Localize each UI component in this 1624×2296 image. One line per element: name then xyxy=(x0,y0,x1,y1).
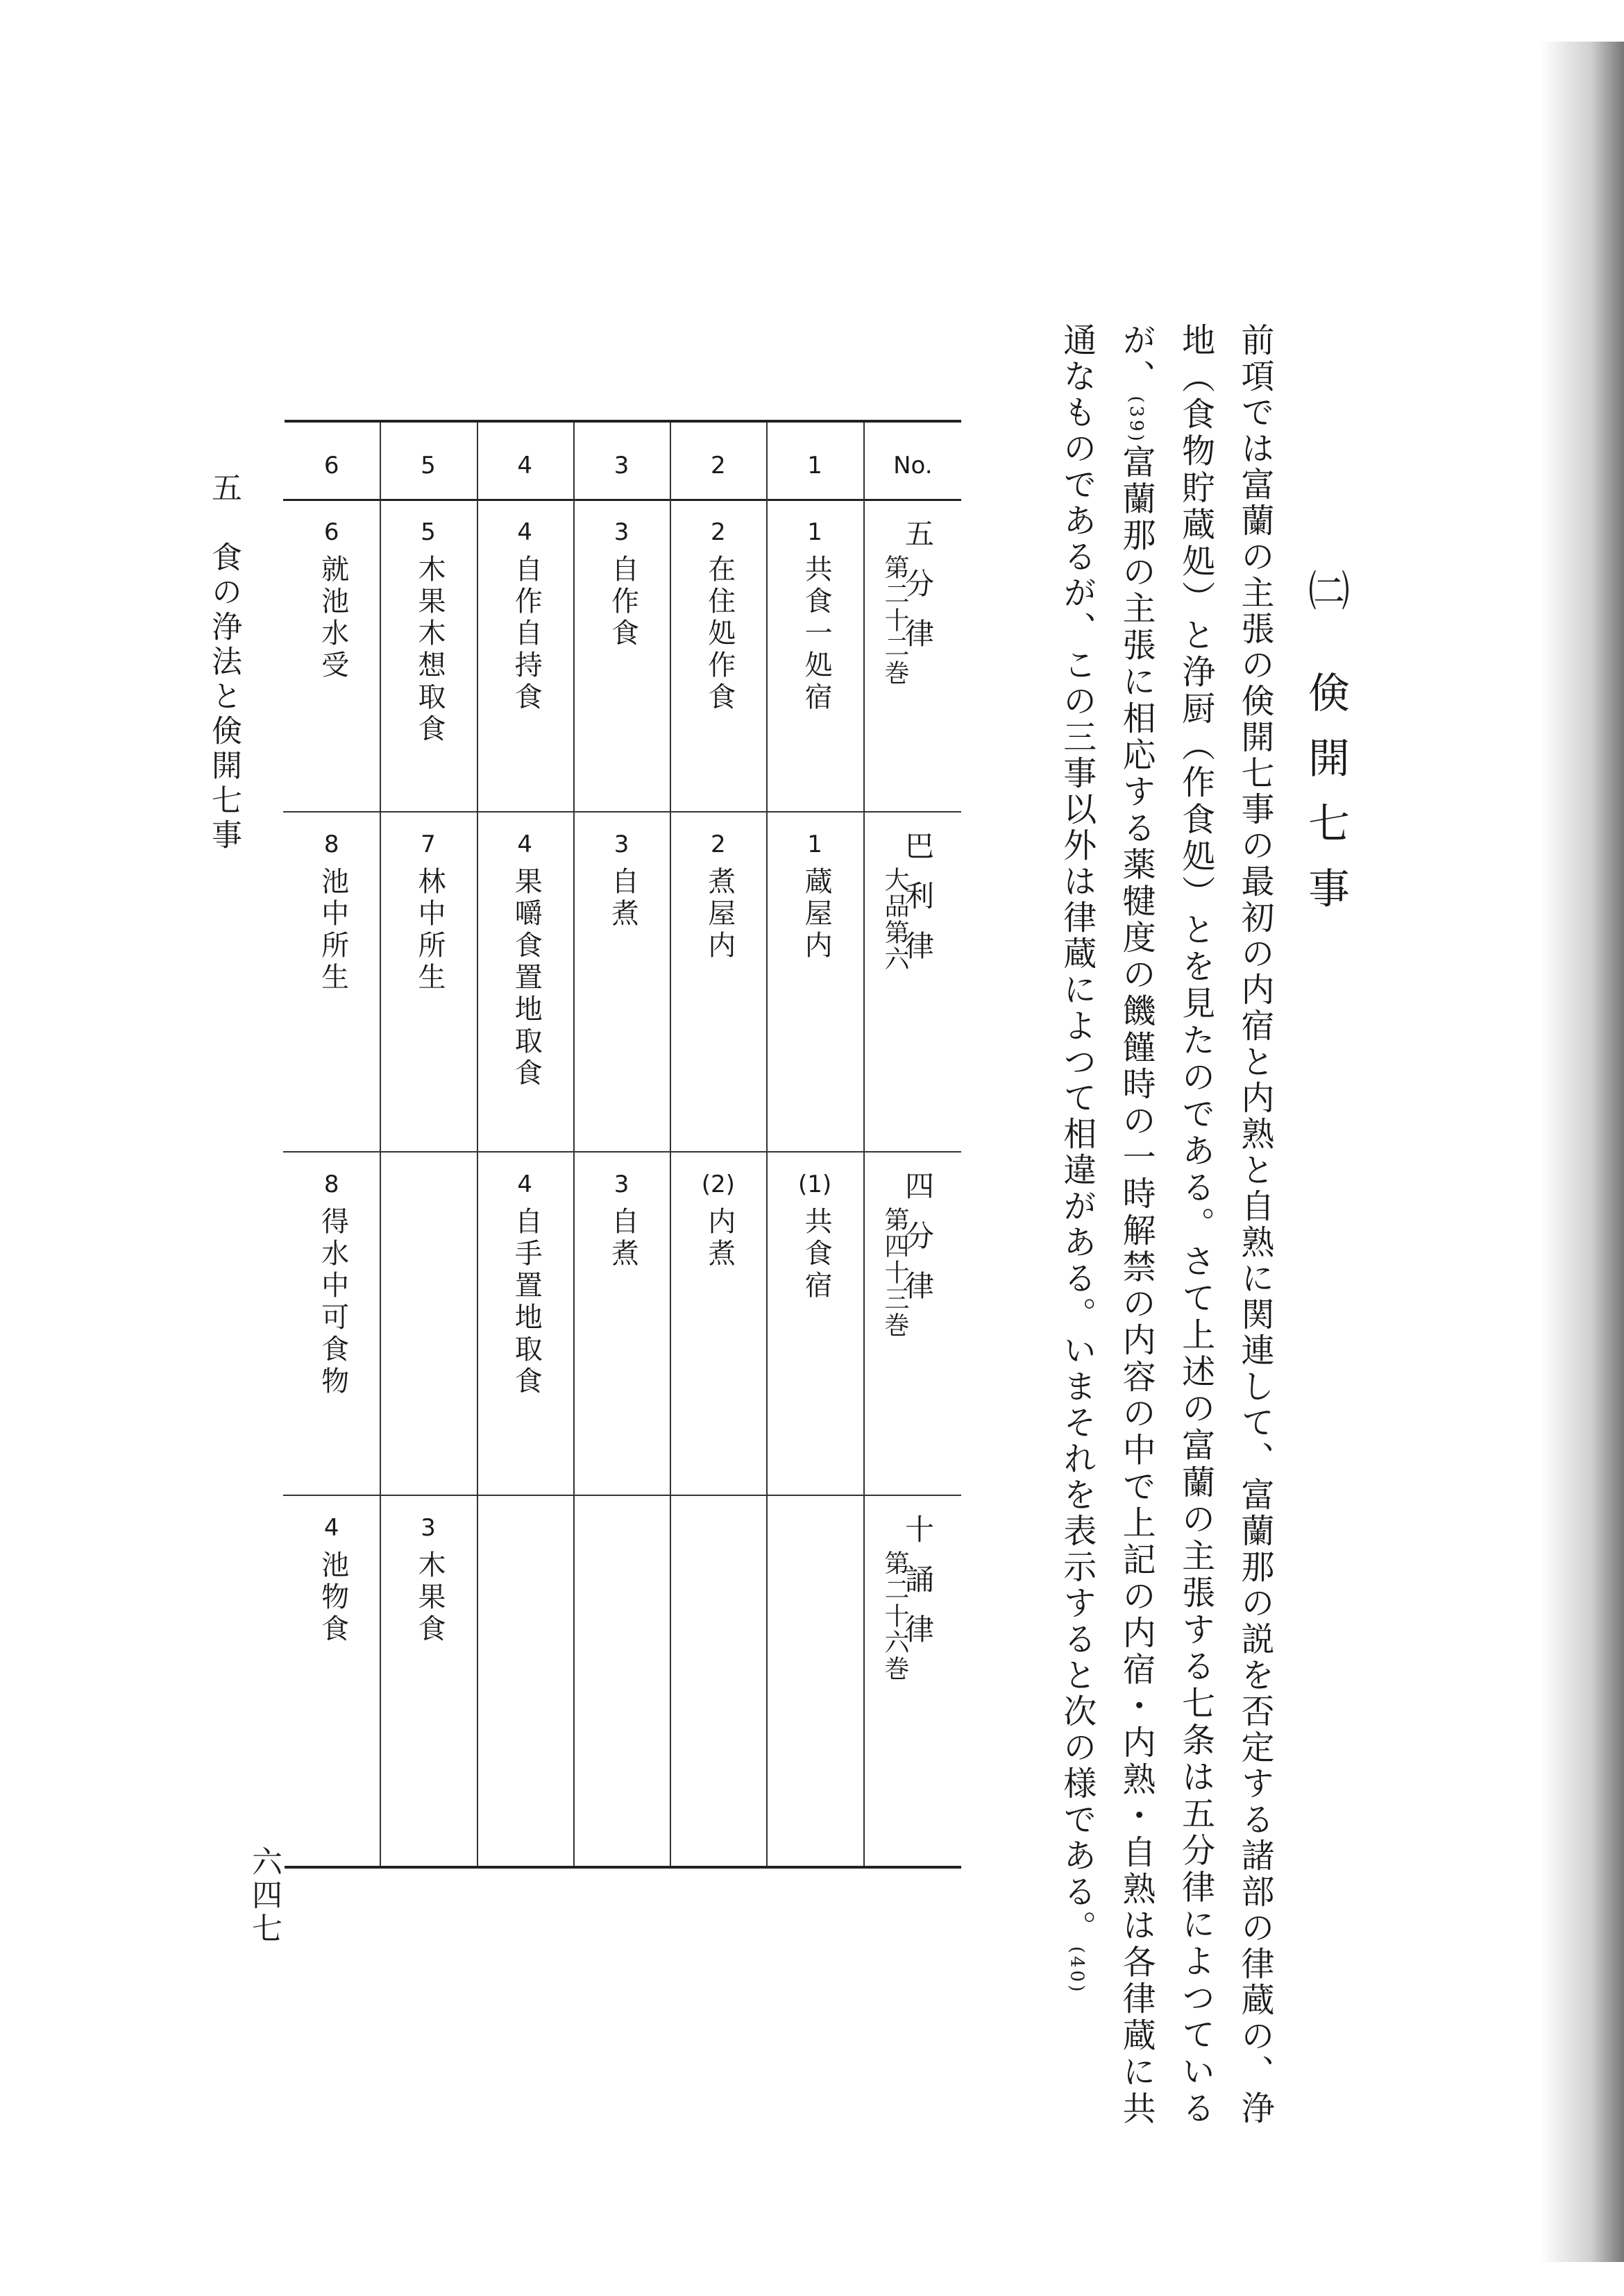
table-rule xyxy=(477,1495,573,1496)
cell-item-number: 1 xyxy=(807,518,822,546)
table-row xyxy=(573,423,671,1866)
running-title: 五 食の浄法と倹開七事 xyxy=(206,472,242,853)
cell-rule-text: 自手置地取食 xyxy=(510,1207,543,1398)
table-rule xyxy=(283,1151,380,1153)
table-rule xyxy=(670,1151,766,1153)
table-rule xyxy=(380,1495,476,1496)
table-rule xyxy=(670,499,766,501)
table-rule xyxy=(380,499,476,501)
cell-item-number: 2 xyxy=(710,518,726,546)
table-rule xyxy=(573,1495,670,1496)
cell-rule-text: 自煮 xyxy=(607,1207,639,1270)
cell-rule-text: 池物食 xyxy=(316,1550,349,1646)
row-number: 3 xyxy=(614,452,629,479)
cell-rule-text: 内煮 xyxy=(703,1207,736,1270)
table-rule xyxy=(766,499,863,501)
table-rule xyxy=(766,1495,863,1496)
table-rule xyxy=(865,811,961,813)
table-header-column xyxy=(865,423,961,1866)
body-text-part2: 富蘭那の主張に相応する薬犍度の饑饉時の一時解禁の内容の中で上記の内宿・内熟・自熟は各律蔵に共通なものであるが、この三事以外は律蔵によつて相違がある。いまそれを表示すると次の様である。 xyxy=(1057,323,1156,2127)
cell-rule-text: 共食宿 xyxy=(800,1207,833,1302)
cell-rule-text: 得水中可食物 xyxy=(316,1207,349,1398)
table-rule xyxy=(670,1495,766,1496)
cell-item-number: (1) xyxy=(797,1171,832,1198)
table-rule xyxy=(283,1495,380,1496)
header-collection-name: 五分律 xyxy=(901,518,935,668)
cell-rule-text: 自煮 xyxy=(607,867,639,930)
cell-item-number: 7 xyxy=(421,831,436,858)
cell-item-number: 1 xyxy=(807,831,822,858)
table-rule xyxy=(865,499,961,501)
body-paragraph xyxy=(992,323,1284,2127)
row-number: 5 xyxy=(421,452,436,479)
cell-item-number: 3 xyxy=(421,1514,436,1542)
cell-item-number: 8 xyxy=(323,831,339,858)
section-heading: ㈡ 倹開七事 xyxy=(1301,569,1350,933)
footnote-ref-39: (39) xyxy=(1126,396,1147,444)
cell-rule-text: 煮屋内 xyxy=(703,867,736,962)
cell-item-number: 3 xyxy=(614,518,629,546)
table-row xyxy=(380,423,477,1866)
table-rule xyxy=(477,1151,573,1153)
cell-item-number: 4 xyxy=(323,1514,339,1542)
table-rule xyxy=(573,499,670,501)
cell-rule-text: 林中所生 xyxy=(413,867,446,994)
table-rule xyxy=(766,1151,863,1153)
cell-item-number: 6 xyxy=(323,518,339,546)
cell-rule-text: 自作自持食 xyxy=(510,554,543,714)
header-collection-name: 四分律 xyxy=(901,1171,935,1320)
header-collection-volume: 大品第六 xyxy=(881,867,909,972)
cell-rule-text: 木果食 xyxy=(413,1550,446,1646)
table-row xyxy=(283,423,381,1866)
header-collection-volume: 第二十二巻 xyxy=(881,554,909,686)
cell-item-number: 5 xyxy=(421,518,436,546)
row-number: 2 xyxy=(710,452,726,479)
table-rule xyxy=(670,811,766,813)
table-rule xyxy=(380,811,476,813)
cell-item-number: 4 xyxy=(517,831,533,858)
header-collection-volume: 第二十六巻 xyxy=(881,1550,909,1682)
cell-item-number: 2 xyxy=(710,831,726,858)
cell-rule-text: 蔵屋内 xyxy=(800,867,833,962)
scan-edge-shadow xyxy=(1541,42,1624,2262)
page-number: 六四七 xyxy=(246,1846,282,1946)
table-rule xyxy=(477,811,573,813)
cell-item-number: 4 xyxy=(517,518,533,546)
cell-rule-text: 共食一処宿 xyxy=(800,554,833,714)
cell-rule-text: 池中所生 xyxy=(316,867,349,994)
row-number: 1 xyxy=(807,452,822,479)
cell-item-number: 3 xyxy=(614,1171,629,1198)
table-row xyxy=(670,423,768,1866)
cell-rule-text: 在住処作食 xyxy=(703,554,736,714)
row-number: 6 xyxy=(323,452,339,479)
header-no: No. xyxy=(893,452,933,479)
table-rule xyxy=(766,811,863,813)
cell-item-number: (2) xyxy=(701,1171,735,1198)
table-rule xyxy=(573,1151,670,1153)
cell-rule-text: 果嚼食置地取食 xyxy=(510,867,543,1090)
header-collection-volume: 第四十三巻 xyxy=(881,1207,909,1338)
row-number: 4 xyxy=(517,452,533,479)
vinaya-comparison-table xyxy=(285,420,961,1869)
table-rule xyxy=(865,1495,961,1496)
header-collection-name: 巴利律 xyxy=(901,831,935,980)
cell-item-number: 4 xyxy=(517,1171,533,1198)
cell-item-number: 8 xyxy=(323,1171,339,1198)
cell-rule-text: 就池水受 xyxy=(316,554,349,682)
table-row xyxy=(477,423,575,1866)
table-rule xyxy=(380,1151,476,1153)
cell-rule-text: 自作食 xyxy=(607,554,639,650)
table-rule xyxy=(283,811,380,813)
table-rule xyxy=(283,499,380,501)
table-row xyxy=(766,423,864,1866)
cell-item-number: 3 xyxy=(614,831,629,858)
table-rule xyxy=(573,811,670,813)
table-rule xyxy=(477,499,573,501)
header-collection-name: 十誦律 xyxy=(901,1514,935,1664)
table-rule xyxy=(865,1151,961,1153)
footnote-ref-40: (40) xyxy=(1066,1946,1088,1995)
body-text-part1: 前項では富蘭の主張の倹開七事の最初の内宿と内熟と自熟に関連して、富蘭那の説を否定する諸部の律蔵の、浄地（食物貯蔵処）と浄厨（作食処）とを見たのである。さて上述の富蘭の主張する七条は五分律によつているが、 xyxy=(1117,323,1274,2127)
cell-rule-text: 木果木想取食 xyxy=(413,554,446,746)
